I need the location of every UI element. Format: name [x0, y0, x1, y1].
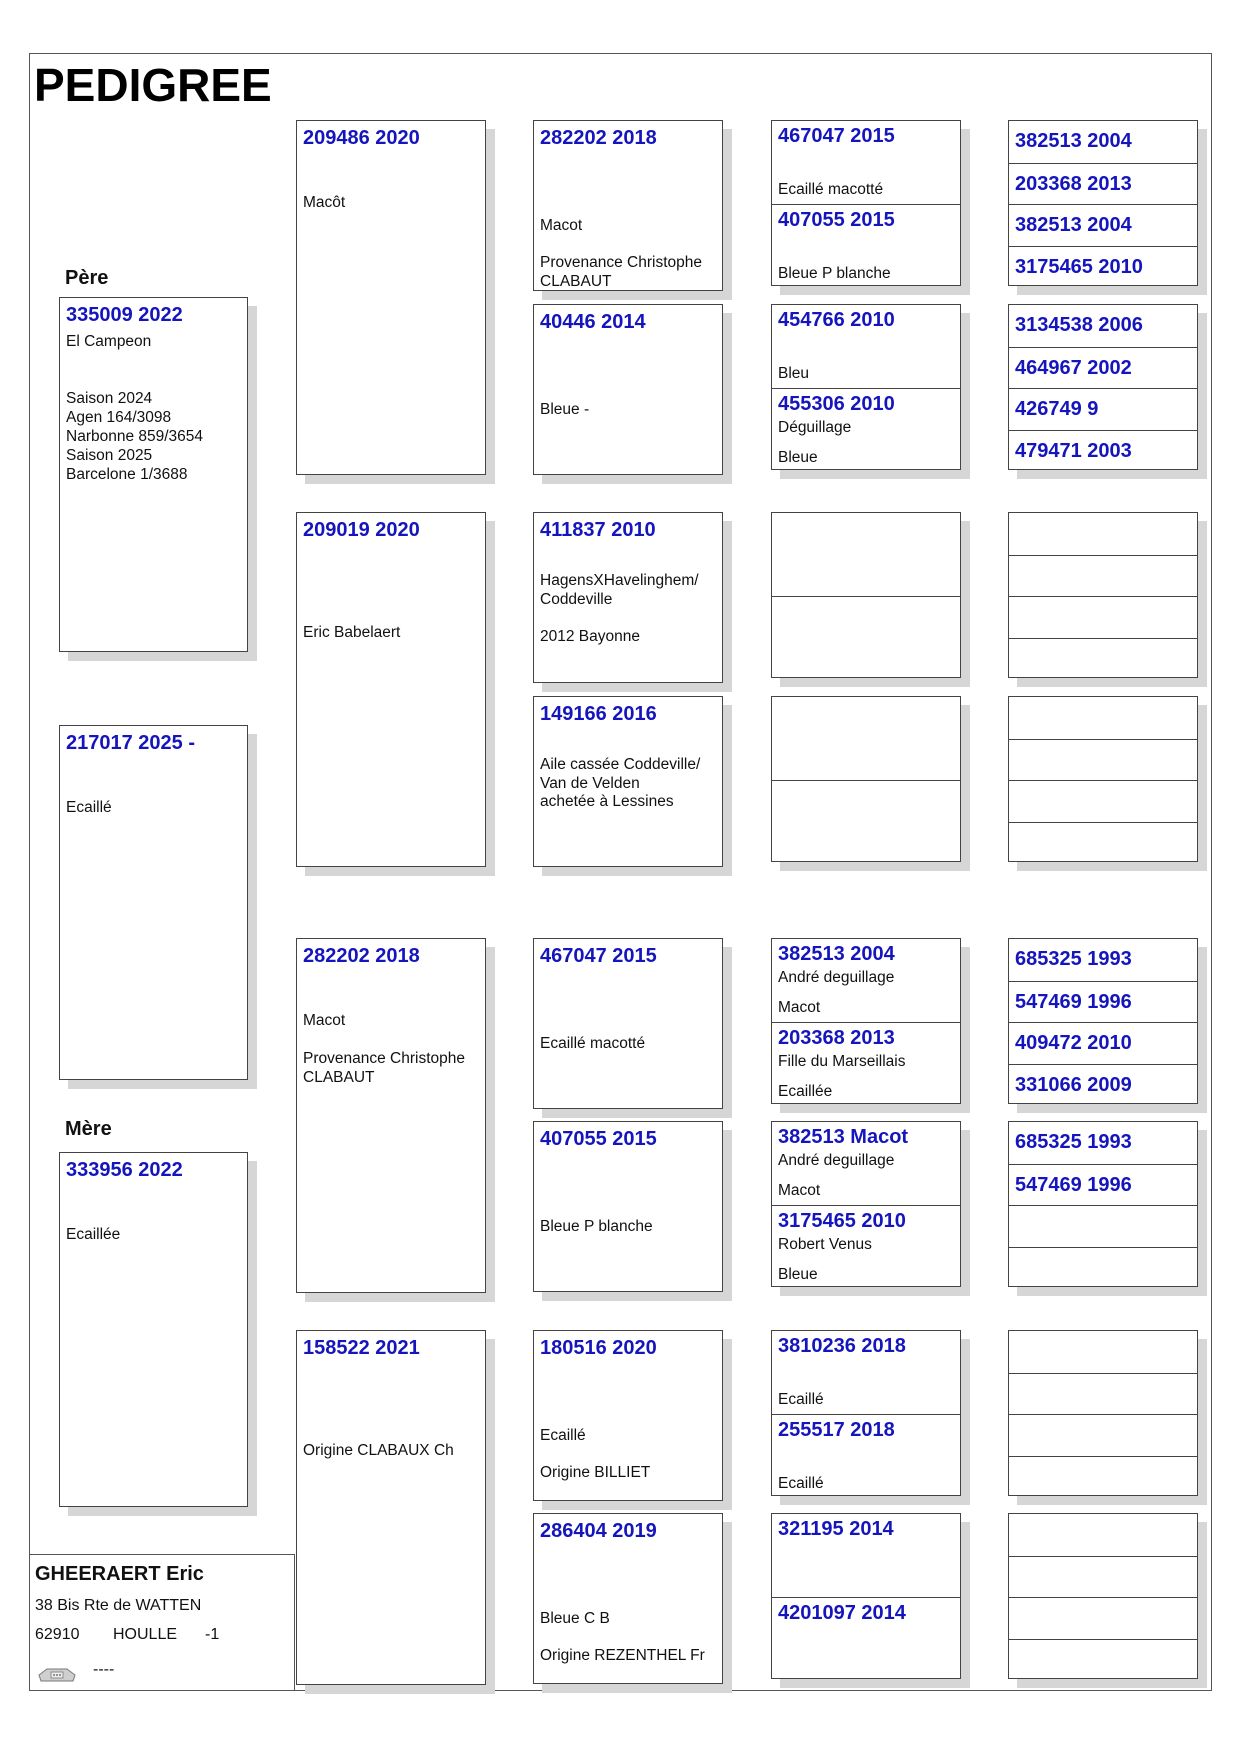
- ancestor-cell: [1009, 739, 1197, 782]
- ancestor-cell: [1009, 204, 1197, 247]
- bird-info: Bleue C B: [540, 1610, 610, 1627]
- bird-info: Coddeville: [540, 590, 613, 608]
- bird-color: Ecaillé macotté: [778, 181, 884, 198]
- ring-number: 547469 1996: [1015, 1173, 1132, 1196]
- bird-color: Ecaillé: [778, 1475, 824, 1492]
- bird-color: Ecaillée: [778, 1083, 833, 1100]
- ancestor-cell: [1009, 305, 1197, 347]
- bird-color: Ecaillé: [778, 1391, 824, 1408]
- ancestor-cell: [1009, 388, 1197, 431]
- bird-card: [533, 120, 723, 291]
- bird-color: Bleue P blanche: [778, 265, 891, 282]
- ring-number: 158522 2021: [303, 1337, 420, 1359]
- ancestor-cell: [1009, 430, 1197, 473]
- ancestor-card: [1008, 512, 1198, 678]
- bird-card: [296, 512, 486, 867]
- ancestor-card: [1008, 1513, 1198, 1679]
- bird-cell: [772, 1514, 960, 1597]
- bird-cell: [772, 204, 960, 288]
- ring-number: 3134538 2006: [1015, 314, 1143, 336]
- bird-cell: [772, 1205, 960, 1289]
- bird-info: Narbonne 859/3654: [66, 428, 204, 445]
- bird-info: Eric Babelaert: [303, 624, 401, 641]
- ancestor-cell: [1009, 1639, 1197, 1682]
- ring-number: 3175465 2010: [778, 1210, 906, 1232]
- bird-card: [59, 297, 248, 652]
- ring-number: 409472 2010: [1015, 1032, 1132, 1054]
- ancestor-cell: [1009, 121, 1197, 163]
- ancestor-cell: [1009, 697, 1197, 739]
- ancestor-cell: [1009, 513, 1197, 555]
- ring-number: 382513 2004: [1015, 214, 1132, 236]
- bird-cell: [772, 939, 960, 1022]
- bird-cell: [772, 1331, 960, 1414]
- bird-info: Van de Velden: [540, 774, 640, 792]
- bird-pair-card: [771, 304, 961, 470]
- bird-info: Déguillage: [778, 419, 852, 436]
- bird-info: Fille du Marseillais: [778, 1053, 906, 1070]
- ring-number: 217017 2025 -: [66, 732, 196, 754]
- ring-number: 3175465 2010: [1015, 255, 1143, 278]
- bird-info: Agen 164/3098: [66, 409, 172, 426]
- ring-number: 209486 2020: [303, 127, 420, 149]
- bird-info: Provenance Christophe: [540, 254, 702, 271]
- bird-info: Ecaillé macotté: [540, 1035, 646, 1052]
- bird-color: Bleue: [778, 1266, 818, 1283]
- ring-number: 382513 2004: [778, 943, 895, 965]
- ring-number: 479471 2003: [1015, 439, 1132, 462]
- bird-info: Macôt: [303, 194, 346, 211]
- ancestor-cell: [1009, 939, 1197, 981]
- bird-info: Barcelone 1/3688: [66, 466, 188, 483]
- ancestor-cell: [1009, 1373, 1197, 1416]
- ancestor-cell: [1009, 163, 1197, 206]
- bird-info: André deguillage: [778, 969, 895, 986]
- owner-phone: ----: [93, 1661, 115, 1678]
- bird-info: Macot: [303, 1012, 346, 1029]
- bird-cell: [772, 388, 960, 472]
- bird-info: Robert Venus: [778, 1236, 872, 1253]
- ring-number: 407055 2015: [778, 209, 895, 231]
- bird-card: [296, 938, 486, 1293]
- owner-name: GHEERAERT Eric: [35, 1563, 204, 1585]
- bird-card: [533, 938, 723, 1109]
- father-label: Père: [65, 267, 109, 289]
- bird-cell: [772, 305, 960, 388]
- ancestor-cell: [1009, 1456, 1197, 1499]
- ring-number: 467047 2015: [540, 945, 657, 967]
- bird-card: [533, 512, 723, 683]
- ancestor-card: [1008, 120, 1198, 286]
- ring-number: 382513 2004: [1015, 130, 1132, 152]
- bird-pair-card: [771, 1513, 961, 1679]
- ancestor-cell: [1009, 1597, 1197, 1640]
- bird-pair-card: [771, 938, 961, 1104]
- bird-pair-card: [771, 120, 961, 286]
- bird-cell: [772, 780, 960, 864]
- bird-info: Macot: [540, 217, 583, 234]
- bird-info: Origine REZENTHEL Fr: [540, 1647, 705, 1664]
- ancestor-cell: [1009, 555, 1197, 598]
- bird-card: [533, 304, 723, 475]
- ring-number: 331066 2009: [1015, 1073, 1132, 1096]
- bird-info: achetée à Lessines: [540, 793, 674, 810]
- bird-cell: [772, 121, 960, 204]
- bird-color: Bleu: [778, 365, 810, 382]
- bird-info: CLABAUT: [540, 272, 612, 290]
- ancestor-card: [1008, 696, 1198, 862]
- ancestor-cell: [1009, 1414, 1197, 1457]
- bird-pair-card: [771, 1330, 961, 1496]
- bird-color: Macot: [778, 1182, 821, 1199]
- bird-pair-card: [771, 1121, 961, 1287]
- bird-info: Saison 2024: [66, 390, 153, 407]
- ring-number: 203368 2013: [1015, 172, 1132, 195]
- ring-number: 180516 2020: [540, 1337, 657, 1359]
- bird-cell: [772, 1122, 960, 1205]
- ancestor-cell: [1009, 1205, 1197, 1248]
- page-title: PEDIGREE: [34, 59, 272, 111]
- ring-number: 4201097 2014: [778, 1602, 906, 1624]
- bird-card: [59, 725, 248, 1080]
- ancestor-card: [1008, 938, 1198, 1104]
- ring-number: 407055 2015: [540, 1128, 657, 1150]
- ancestor-cell: [1009, 347, 1197, 390]
- ring-number: 3810236 2018: [778, 1335, 906, 1357]
- bird-card: [296, 1330, 486, 1685]
- ancestor-cell: [1009, 1331, 1197, 1373]
- bird-cell: [772, 1597, 960, 1681]
- ring-number: 282202 2018: [303, 945, 420, 967]
- ring-number: 411837 2010: [540, 519, 656, 541]
- bird-cell: [772, 1022, 960, 1106]
- bird-pair-card: [771, 512, 961, 678]
- ring-number: 286404 2019: [540, 1520, 657, 1542]
- phone-icon: [37, 1666, 77, 1684]
- ring-number: 547469 1996: [1015, 990, 1132, 1013]
- bird-cell: [772, 1414, 960, 1498]
- bird-info: Ecaillé: [540, 1427, 586, 1444]
- bird-info: 2012 Bayonne: [540, 627, 640, 645]
- bird-card: [533, 1513, 723, 1684]
- ancestor-cell: [1009, 981, 1197, 1024]
- bird-color: Bleue: [778, 449, 818, 466]
- owner-address: 38 Bis Rte de WATTEN: [35, 1597, 202, 1614]
- ancestor-cell: [1009, 596, 1197, 639]
- bird-info: Provenance Christophe: [303, 1050, 465, 1067]
- ring-number: 255517 2018: [778, 1419, 895, 1441]
- bird-card: [296, 120, 486, 475]
- bird-info: El Campeon: [66, 333, 152, 350]
- ancestor-card: [1008, 1330, 1198, 1496]
- ring-number: 382513 Macot: [778, 1126, 909, 1148]
- bird-cell: [772, 513, 960, 596]
- bird-info: Saison 2025: [66, 447, 153, 464]
- ring-number: 426749 9: [1015, 398, 1099, 420]
- ancestor-cell: [1009, 1247, 1197, 1290]
- bird-pair-card: [771, 696, 961, 862]
- bird-card: [59, 1152, 248, 1507]
- ring-number: 455306 2010: [778, 393, 895, 415]
- ring-number: 464967 2002: [1015, 356, 1132, 379]
- bird-card: [533, 1121, 723, 1292]
- mother-label: Mère: [65, 1118, 112, 1140]
- ring-number: 335009 2022: [66, 304, 183, 326]
- owner-code: -1: [205, 1626, 220, 1643]
- ring-number: 333956 2022: [66, 1159, 183, 1181]
- bird-color: Macot: [778, 999, 821, 1016]
- bird-card: [533, 1330, 723, 1501]
- ancestor-cell: [1009, 638, 1197, 681]
- bird-info: Ecaillé: [66, 799, 112, 816]
- ring-number: 40446 2014: [540, 311, 646, 333]
- ancestor-card: [1008, 304, 1198, 470]
- ring-number: 203368 2013: [778, 1027, 895, 1049]
- ring-number: 685325 1993: [1015, 1131, 1132, 1153]
- bird-info: Origine BILLIET: [540, 1464, 651, 1481]
- bird-info: André deguillage: [778, 1152, 895, 1169]
- ancestor-cell: [1009, 1514, 1197, 1556]
- bird-info: Ecaillée: [66, 1226, 121, 1243]
- owner-panel: [29, 1554, 295, 1691]
- ring-number: 685325 1993: [1015, 948, 1132, 970]
- ancestor-cell: [1009, 1064, 1197, 1107]
- ring-number: 467047 2015: [778, 125, 895, 147]
- bird-cell: [772, 596, 960, 680]
- ancestor-cell: [1009, 1022, 1197, 1065]
- ancestor-card: [1008, 1121, 1198, 1287]
- owner-city: HOULLE: [113, 1626, 178, 1643]
- bird-info: Bleue -: [540, 401, 590, 418]
- ring-number: 209019 2020: [303, 519, 420, 541]
- bird-info: Bleue P blanche: [540, 1218, 653, 1235]
- ring-number: 321195 2014: [778, 1518, 894, 1540]
- owner-postcode: 62910: [35, 1626, 80, 1643]
- bird-info: Aile cassée Coddeville/: [540, 756, 701, 773]
- ring-number: 282202 2018: [540, 127, 657, 149]
- ancestor-cell: [1009, 780, 1197, 823]
- ring-number: 454766 2010: [778, 309, 895, 331]
- bird-info: CLABAUT: [303, 1069, 375, 1086]
- bird-cell: [772, 697, 960, 780]
- ancestor-cell: [1009, 822, 1197, 865]
- ancestor-cell: [1009, 1122, 1197, 1164]
- bird-info: Origine CLABAUX Ch: [303, 1442, 454, 1459]
- bird-card: [533, 696, 723, 867]
- ancestor-cell: [1009, 246, 1197, 289]
- ancestor-cell: [1009, 1164, 1197, 1207]
- ring-number: 149166 2016: [540, 703, 657, 725]
- ancestor-cell: [1009, 1556, 1197, 1599]
- bird-info: HagensXHavelinghem/: [540, 572, 699, 589]
